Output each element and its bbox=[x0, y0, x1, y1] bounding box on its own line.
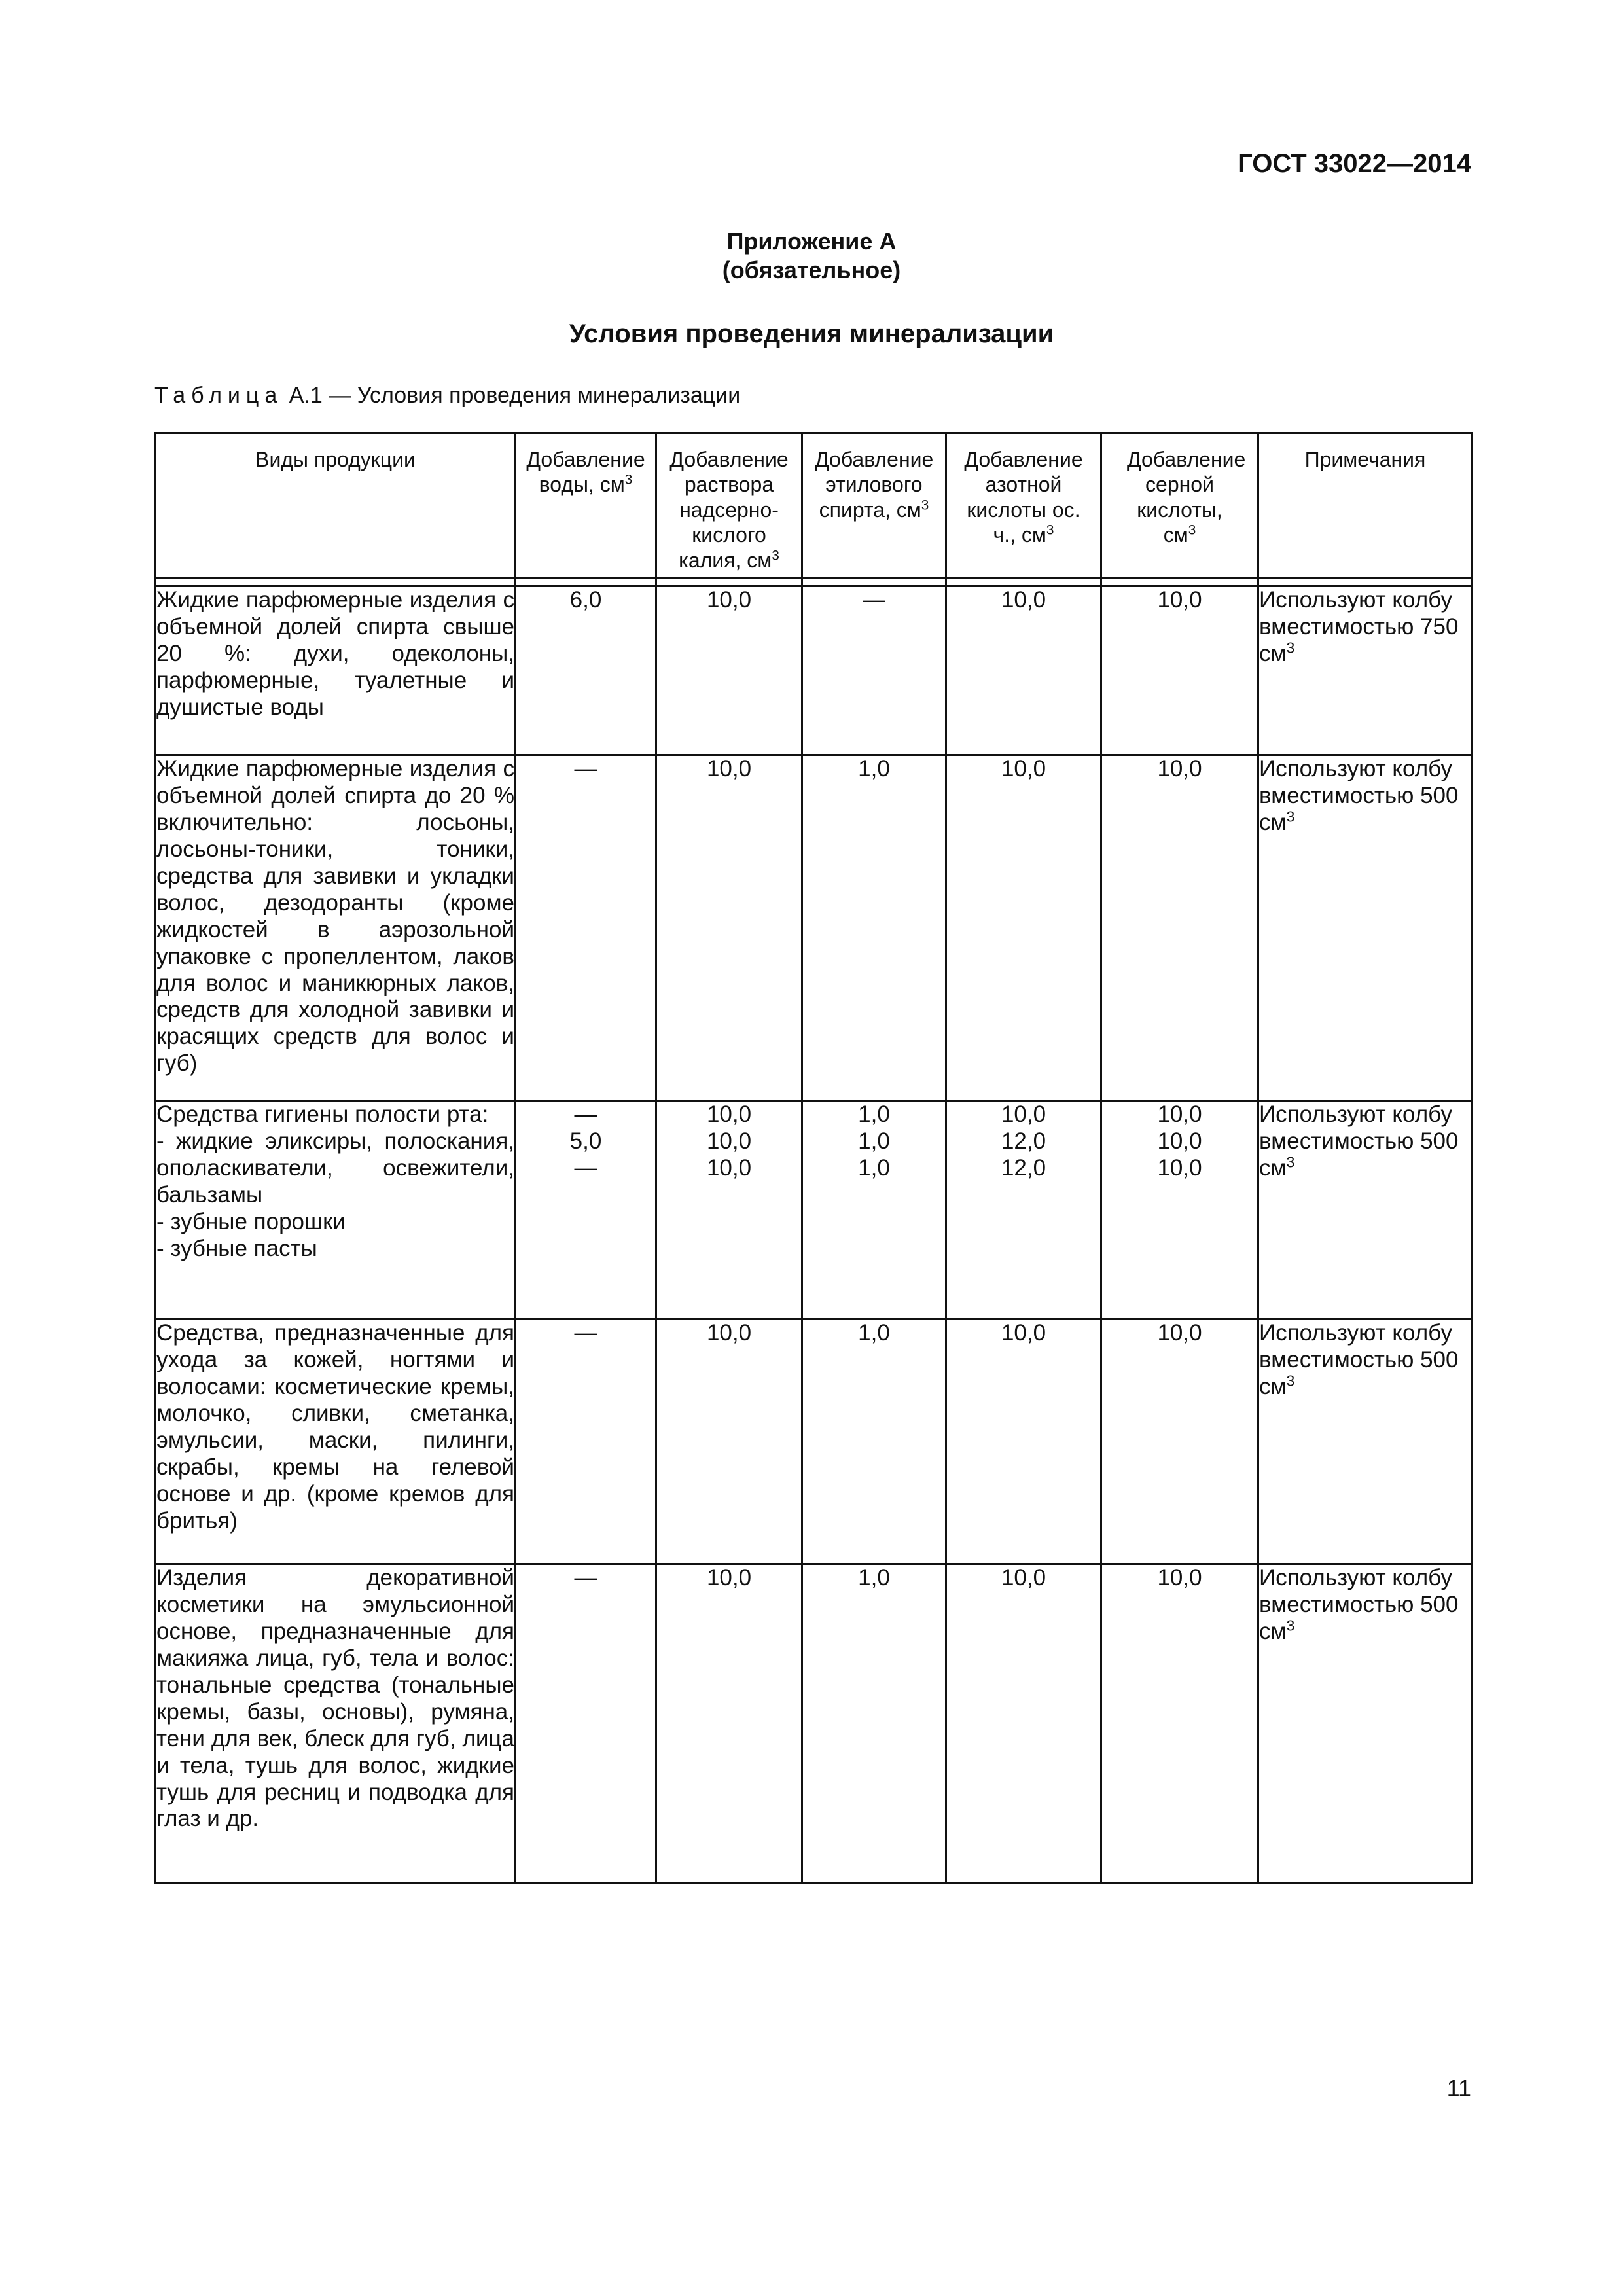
header-product-type: Виды продукции bbox=[156, 433, 516, 578]
ethanol-cell: 1,0 1,0 1,0 bbox=[802, 1101, 946, 1319]
appendix-title: Приложение А bbox=[726, 228, 897, 255]
mineralization-table bbox=[154, 432, 1473, 1884]
product-cell: Жидкие парфюмерные изделия с объемной долей спирта свыше 20 %: духи, одеколоны, парфюмерные, туалетные и душистые воды bbox=[156, 586, 516, 755]
note-cell: Используют колбу вместимостью 750 $см^3$ bbox=[1258, 586, 1472, 755]
persulfate-cell: 10,0 10,0 10,0 bbox=[656, 1101, 802, 1319]
product-intro: Средства гигиены полости рта: bbox=[156, 1102, 489, 1127]
water-cell: — bbox=[516, 1564, 656, 1884]
appendix-status: (обязательное) bbox=[722, 257, 901, 283]
table-caption-number: А.1 bbox=[289, 383, 323, 408]
persulfate-cell: 10,0 bbox=[656, 755, 802, 1101]
header-persulfate: Добавление раствора надсерно-кислого калия, $см^3$ bbox=[656, 433, 802, 578]
sulfuric-cell: 10,0 bbox=[1101, 586, 1258, 755]
product-subitem: - зубные пасты bbox=[156, 1235, 317, 1261]
table-caption bbox=[154, 383, 740, 408]
product-subitem: - жидкие эликсиры, полоскания, ополаскиватели, освежители, бальзамы bbox=[156, 1128, 514, 1208]
nitric-cell: 10,0 bbox=[946, 586, 1101, 755]
table-row bbox=[156, 586, 1472, 755]
header-sulfuric-acid: Добавление серной кислоты, $см^3$ bbox=[1101, 433, 1258, 578]
note-cell: Используют колбу вместимостью 500 $см^3$ bbox=[1258, 1101, 1472, 1319]
sulfuric-cell: 10,0 10,0 10,0 bbox=[1101, 1101, 1258, 1319]
note-cell: Используют колбу вместимостью 500 $см^3$ bbox=[1258, 1564, 1472, 1884]
header-water: Добавление воды, $см^3$ bbox=[516, 433, 656, 578]
nitric-cell: 10,0 bbox=[946, 1319, 1101, 1564]
header-ethanol: Добавление этилового спирта, $см^3$ bbox=[802, 433, 946, 578]
table-caption-label: Таблица bbox=[154, 383, 283, 408]
header-nitric-acid: Добавление азотной кислоты ос. ч., $см^3$ bbox=[946, 433, 1101, 578]
ethanol-cell: — bbox=[802, 586, 946, 755]
nitric-cell: 10,0 12,0 12,0 bbox=[946, 1101, 1101, 1319]
product-cell bbox=[156, 1101, 516, 1319]
ethanol-cell: 1,0 bbox=[802, 1319, 946, 1564]
sulfuric-cell: 10,0 bbox=[1101, 1319, 1258, 1564]
water-cell: — bbox=[516, 755, 656, 1101]
nitric-cell: 10,0 bbox=[946, 1564, 1101, 1884]
ethanol-cell: 1,0 bbox=[802, 1564, 946, 1884]
table-row bbox=[156, 1564, 1472, 1884]
table-row bbox=[156, 1319, 1472, 1564]
header-gap-row bbox=[156, 578, 1472, 586]
table-row bbox=[156, 755, 1472, 1101]
document-code: ГОСТ 33022—2014 bbox=[1238, 149, 1471, 178]
table-caption-text: Условия проведения минерализации bbox=[357, 383, 741, 408]
product-cell: Жидкие парфюмерные изделия с объемной долей спирта до 20 % включительно: лосьоны, лосьоны-тоники, тоники, средства для завивки и укладки волос, дезодоранты (кроме жидкостей в аэрозольной упаковке с пропеллентом, лаков для волос и маникюрных лаков, средств для холодной завивки и красящих средств для волос и губ) bbox=[156, 755, 516, 1101]
product-cell: Средства, предназначенные для ухода за кожей, ногтями и волосами: косметические кремы, молочко, сливки, сметанка, эмульсии, маски, пилинги, скрабы, кремы на гелевой основе и др. (кроме кремов для бритья) bbox=[156, 1319, 516, 1564]
water-cell: 6,0 bbox=[516, 586, 656, 755]
product-subitem: - зубные порошки bbox=[156, 1208, 346, 1234]
water-cell: — 5,0 — bbox=[516, 1101, 656, 1319]
persulfate-cell: 10,0 bbox=[656, 1319, 802, 1564]
note-cell: Используют колбу вместимостью 500 $см^3$ bbox=[1258, 1319, 1472, 1564]
nitric-cell: 10,0 bbox=[946, 755, 1101, 1101]
product-cell: Изделия декоративной косметики на эмульсионной основе, предназначенные для макияжа лица, губ, тела и волос: тональные средства (тональные кремы, базы, основы), румяна, тени для век, блеск для губ, лица и тела, тушь для волос, жидкие тушь для ресниц и подводка для глаз и др. bbox=[156, 1564, 516, 1884]
table-header-row bbox=[156, 433, 1472, 578]
note-cell: Используют колбу вместимостью 500 $см^3$ bbox=[1258, 755, 1472, 1101]
sulfuric-cell: 10,0 bbox=[1101, 755, 1258, 1101]
page-number: 11 bbox=[1446, 2075, 1471, 2102]
persulfate-cell: 10,0 bbox=[656, 1564, 802, 1884]
table-caption-dash: — bbox=[329, 383, 351, 408]
sulfuric-cell: 10,0 bbox=[1101, 1564, 1258, 1884]
ethanol-cell: 1,0 bbox=[802, 755, 946, 1101]
section-title: Условия проведения минерализации bbox=[569, 319, 1054, 348]
table-row bbox=[156, 1101, 1472, 1319]
header-notes: Примечания bbox=[1258, 433, 1472, 578]
persulfate-cell: 10,0 bbox=[656, 586, 802, 755]
water-cell: — bbox=[516, 1319, 656, 1564]
